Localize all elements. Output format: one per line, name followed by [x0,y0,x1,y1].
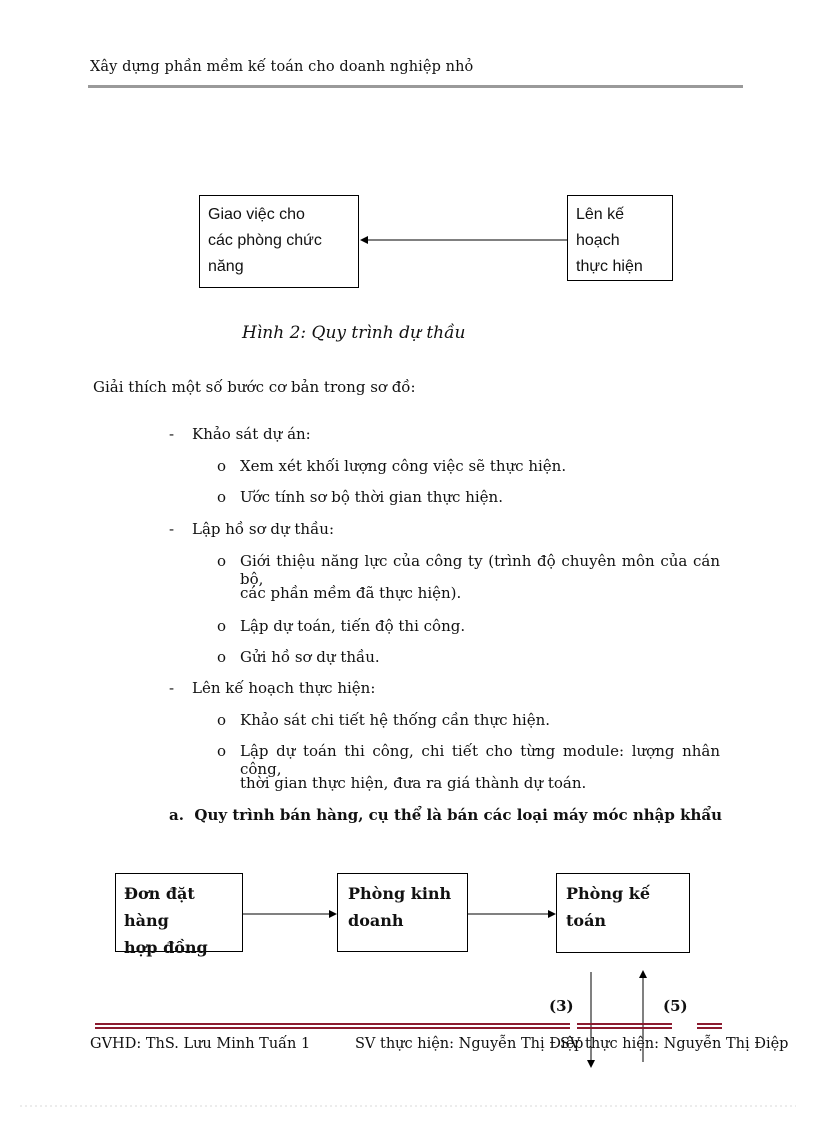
box-accounting-department [556,873,690,953]
dash-marker: - [169,679,175,697]
list-item: Giới thiệu năng lực của công ty (trình độ chuyên môn của cán bộ, [240,552,720,588]
list-item: Xem xét khối lượng công việc sẽ thực hiện. [240,457,567,475]
dash-marker: - [169,425,175,443]
list-item: Lập dự toán, tiến độ thi công. [240,617,466,635]
step-label: Khảo sát dự án: [192,425,311,443]
step-label: Lập hồ sơ dự thầu: [192,520,335,538]
step-number-5: (5) [663,997,688,1015]
box-line: các phòng chức [208,232,322,249]
box-line: hoạch [576,232,620,249]
arrowhead-down [587,1060,595,1068]
box-sales-department [337,873,468,952]
bullet-marker: o [217,648,227,666]
box-line: hợp đồng [124,938,208,957]
box-line: Phòng kinh [348,884,452,903]
bullet-marker: o [217,742,227,760]
footer-student: SV thực hiện: Nguyễn Thị Điệp [355,1036,584,1052]
figure-caption: Hình 2: Quy trình dự thầu [242,323,466,343]
section-title: Quy trình bán hàng, cụ thể là bán các loại máy móc nhập khẩu [194,806,722,824]
box-line: thực hiện [576,258,643,275]
list-item-continuation: thời gian thực hiện, đưa ra giá thành dự toán. [240,774,587,792]
step-label: Lên kế hoạch thực hiện: [192,679,376,697]
footer-rule [95,1023,722,1029]
section-heading [169,806,722,824]
bullet-marker: o [217,711,227,729]
box-line: năng [208,258,244,275]
box-line: doanh [348,911,404,930]
list-item: Gửi hồ sơ dự thầu. [240,648,380,666]
dash-marker: - [169,520,175,538]
box-line: Đơn đặt hàng [124,884,195,930]
box-order-contract [115,873,243,957]
footer-advisor: GVHD: ThS. Lưu Minh Tuấn 1 [90,1036,311,1052]
arrowhead-right [329,910,337,918]
bullet-marker: o [217,617,227,635]
bullet-marker: o [217,457,227,475]
bullet-marker: o [217,552,227,570]
list-item: Ước tính sơ bộ thời gian thực hiện. [240,488,503,506]
step-number-3: (3) [549,997,574,1015]
box-line: Giao việc cho [208,206,305,223]
arrowhead-right [548,910,556,918]
footer-student-duplicate: SV thực hiện: Nguyễn Thị Điệp [560,1036,789,1052]
list-item: Lập dự toán thi công, chi tiết cho từng module: lượng nhân công, [240,742,720,778]
bullet-marker: o [217,488,227,506]
box-line: Lên kế [576,206,625,223]
section-marker: a. [169,806,184,824]
list-item: Khảo sát chi tiết hệ thống cần thực hiện. [240,711,551,729]
page-header-title: Xây dựng phần mềm kế toán cho doanh nghiệp nhỏ [90,59,474,75]
box-line: Phòng kế toán [566,884,650,930]
list-item-continuation: các phần mềm đã thực hiện). [240,584,462,602]
intro-paragraph: Giải thích một số bước cơ bản trong sơ đồ: [93,378,416,396]
arrowhead-left [360,236,368,244]
arrowhead-up [639,970,647,978]
